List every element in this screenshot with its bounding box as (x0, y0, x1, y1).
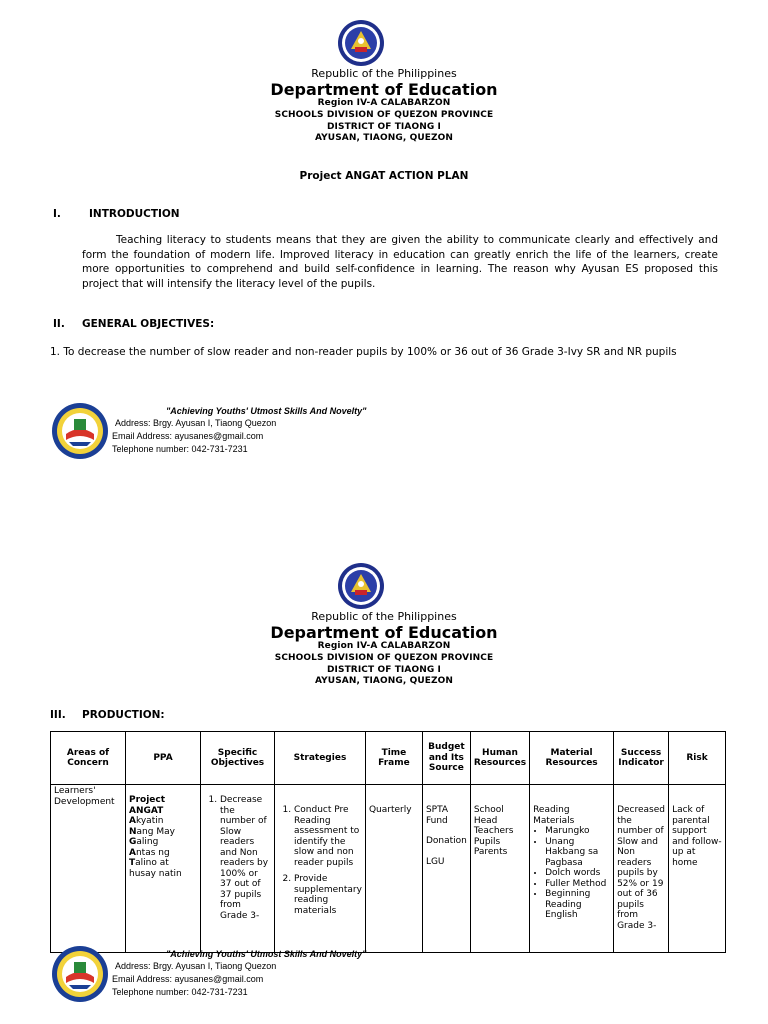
school-location-line: AYUSAN, TIAONG, QUEZON (314, 133, 454, 143)
footer-phone: Telephone number: 042-731-7231 (112, 987, 248, 997)
section-1-number: I. (53, 208, 61, 220)
footer-address: Address: Brgy. Ayusan I, Tiaong Quezon (115, 961, 277, 971)
material-item: • Fuller Method (545, 879, 610, 890)
cell-time-frame: Quarterly (365, 785, 422, 953)
section-1-heading: INTRODUCTION (89, 208, 180, 220)
division-line: SCHOOLS DIVISION OF QUEZON PROVINCE (274, 110, 494, 120)
material-item: • Beginning Reading English (545, 889, 610, 921)
cell-material (530, 785, 614, 953)
republic-line: Republic of the Philippines (311, 610, 457, 623)
table-header-row (51, 732, 726, 785)
table-row (51, 785, 726, 953)
page-2 (0, 543, 768, 1024)
ppa-title: Project ANGAT (129, 795, 166, 816)
action-plan-table (50, 731, 726, 953)
human-item: Pupils (473, 836, 501, 847)
ppa-line: Talino at husay natin (129, 858, 182, 879)
district-line: DISTRICT OF TIAONG I (326, 122, 442, 132)
cell-human (470, 785, 529, 953)
plan-title: Project ANGAT ACTION PLAN (299, 170, 469, 182)
ppa-line: Akyatin (129, 816, 164, 826)
strategy-item: 1. Conduct Pre Reading assessment to identify the slow and non reader pupils (294, 805, 362, 868)
general-objective: 1. To decrease the number of slow reader and non-reader pupils by 100% or 36 out of 36 Grade 3-Ivy SR and NR pupils (50, 346, 677, 358)
col-header-areas: Areas of Concern (51, 732, 126, 785)
footer-motto: "Achieving Youths' Utmost Skills And Novelty" (166, 406, 367, 416)
page-1-footer (48, 402, 408, 464)
material-item: • Dolch words (545, 868, 610, 879)
page-2-footer (48, 945, 408, 1007)
strategy-item: 2. Provide supplementary reading materials (294, 874, 362, 916)
col-header-objectives: Specific Objectives (201, 732, 275, 785)
footer-email: Email Address: ayusanes@gmail.com (112, 974, 264, 984)
deped-seal-icon (337, 19, 385, 67)
section-3-heading: PRODUCTION: (82, 709, 165, 721)
col-header-material: Material Resources (530, 732, 614, 785)
footer-phone: Telephone number: 042-731-7231 (112, 444, 248, 454)
col-header-strategies: Strategies (275, 732, 366, 785)
region-line: Region IV-A CALABARZON (317, 98, 451, 108)
material-item: • Unang Hakbang sa Pagbasa (545, 837, 610, 869)
region-line: Region IV-A CALABARZON (317, 641, 451, 651)
footer-motto: "Achieving Youths' Utmost Skills And Novelty" (166, 949, 367, 959)
department-title: Department of Education (270, 623, 498, 642)
col-header-time-frame: Time Frame (365, 732, 422, 785)
material-item: • Marungko (545, 826, 610, 837)
col-header-success: Success Indicator (614, 732, 669, 785)
division-line: SCHOOLS DIVISION OF QUEZON PROVINCE (274, 653, 494, 663)
col-header-budget: Budget and Its Source (422, 732, 470, 785)
republic-line: Republic of the Philippines (311, 67, 457, 80)
introduction-paragraph: Teaching literacy to students means that they are given the ability to communicate clearly and effectively and form the foundation of modern life. Improved literacy in education can greatly enrich the life of the learners, create more opportunities to comprehend and build self-confidence in learning. The reason why Ayusan ES proposed this project that will intensify the literacy level of the pupils. (82, 234, 718, 290)
cell-objectives (201, 785, 275, 953)
school-logo-icon (51, 945, 109, 1003)
cell-strategies (275, 785, 366, 953)
deped-seal-icon (337, 562, 385, 610)
cell-ppa (126, 785, 201, 953)
budget-item: LGU (425, 856, 445, 867)
human-item: Teachers (473, 826, 514, 836)
human-item: School Head (473, 805, 504, 826)
cell-risk: Lack of parental support and follow-up at home (669, 785, 726, 953)
col-header-ppa: PPA (126, 732, 201, 785)
cell-budget (422, 785, 470, 953)
district-line: DISTRICT OF TIAONG I (326, 665, 442, 675)
school-logo-icon (51, 402, 109, 460)
col-header-risk: Risk (669, 732, 726, 785)
department-title: Department of Education (270, 80, 498, 99)
budget-item: Donation (425, 836, 467, 846)
school-location-line: AYUSAN, TIAONG, QUEZON (314, 676, 454, 686)
cell-area: Learners' Development (51, 785, 126, 953)
cell-success: Decreased the number of Slow and Non readers pupils by 52% or 19 out of 36 pupils from Grade 3- (614, 785, 669, 953)
budget-item: SPTA Fund (425, 805, 449, 826)
section-2-number: II. (53, 318, 65, 330)
material-label: Reading Materials (533, 805, 575, 826)
footer-email: Email Address: ayusanes@gmail.com (112, 431, 264, 441)
section-3-number: III. (50, 709, 66, 721)
ppa-line: Antas ng (129, 847, 170, 858)
objective-item: 1. Decrease the number of Slow readers and Non readers by 100% or 37 out of 37 pupils from Grade 3- (220, 795, 271, 921)
section-2-heading: GENERAL OBJECTIVES: (82, 318, 215, 330)
col-header-human: Human Resources (470, 732, 529, 785)
footer-address: Address: Brgy. Ayusan I, Tiaong Quezon (115, 418, 277, 428)
human-item: Parents (473, 847, 508, 857)
ppa-line: Galing (129, 837, 159, 847)
ppa-line: Nang May (129, 826, 175, 837)
